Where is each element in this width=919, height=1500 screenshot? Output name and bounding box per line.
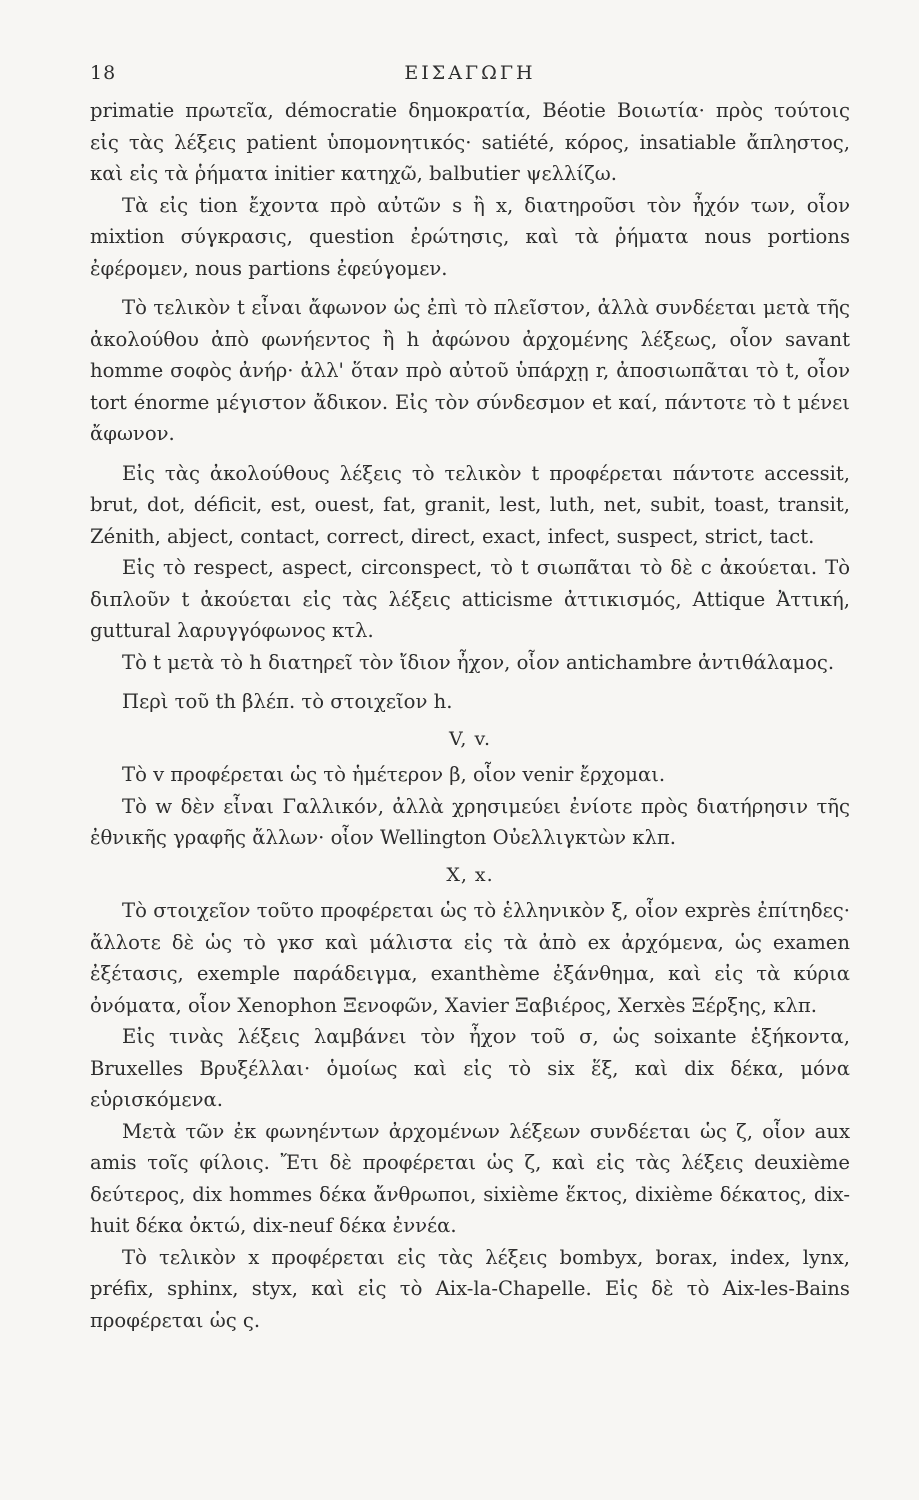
paragraph: primatie πρωτεῖα, démocratie δημοκρατία, Béotie Βοιωτία· πρὸς τούτοις εἰς τὰς λέξεις patient ὑπομονητικός· satiété, κόρος, insatiable ἄπληστος, καὶ εἰς τὰ ῥήματα initier κατηχῶ, balbutier ψελλίζω.: [90, 99, 850, 185]
paragraph: Τὸ t μετὰ τὸ h διατηρεῖ τὸν ἴδιον ἦχον, οἷον antichambre ἀντιθάλαμος.: [122, 650, 835, 674]
paragraph: Τὸ στοιχεῖον τοῦτο προφέρεται ὡς τὸ ἑλληνικὸν ξ, οἷον exprès ἐπίτηδες· ἄλλοτε δὲ ὡς τὸ γκσ καὶ μάλιστα εἰς τὰ ἀπὸ ex ἀρχόμενα, ὡς examen ἐξέτασις, exemple παράδειγμα, exanthème ἐξάνθημα, καὶ εἰς τὰ κύρια ὀνόματα, οἷον Xenophon Ξενοφῶν, Xavier Ξαβιέρος, Xerxès Ξέρξης, κλπ.: [90, 899, 850, 1017]
paragraph: Περὶ τοῦ th βλέπ. τὸ στοιχεῖον h.: [122, 690, 453, 713]
section-heading-v: V, v.: [449, 727, 491, 750]
paragraph: Τὸ τελικὸν x προφέρεται εἰς τὰς λέξεις bombyx, borax, index, lynx, préfix, sphinx, styx, καὶ εἰς τὸ Aix-la-Chapelle. Εἰς δὲ τὸ Aix-les-Bains προφέρεται ὡς ς.: [90, 1245, 850, 1332]
paragraph: Εἰς τὸ respect, aspect, circonspect, τὸ t σιωπᾶται τὸ δὲ c ἀκούεται. Τὸ διπλοῦν t ἀκούεται εἰς τὰς λέξεις atticisme ἀττικισμός, Attique Ἀττική, guttural λαρυγγόφωνος κτλ.: [90, 556, 850, 642]
paragraph: Εἰς τινὰς λέξεις λαμβάνει τὸν ἦχον τοῦ σ, ὡς soixante ἑξήκοντα, Bruxelles Βρυξέλλαι· ὁμοίως καὶ εἰς τὸ six ἕξ, καὶ dix δέκα, μόνα εὑρισκόμενα.: [90, 1025, 850, 1111]
page-number: 18: [90, 62, 117, 84]
section-heading-x: X, x.: [446, 863, 494, 886]
paragraph: Μετὰ τῶν ἐκ φωνηέντων ἀρχομένων λέξεων συνδέεται ὡς ζ, οἷον aux amis τοῖς φίλοις. Ἔτι δὲ προφέρεται ὡς ζ, καὶ εἰς τὰς λέξεις deuxième δεύτερος, dix hommes δέκα ἄνθρωποι, sixième ἕκτος, dixième δέκατος, dix-huit δέκα ὀκτώ, dix-neuf δέκα ἐννέα.: [90, 1119, 850, 1237]
body-text: [90, 95, 850, 1336]
paragraph: Τὸ w δὲν εἶναι Γαλλικόν, ἀλλὰ χρησιμεύει ἐνίοτε πρὸς διατήρησιν τῆς ἐθνικῆς γραφῆς ἄλλων· οἷον Wellington Οὐελλιγκτὼν κλπ.: [90, 794, 850, 849]
paragraph: Εἰς τὰς ἀκολούθους λέξεις τὸ τελικὸν t προφέρεται πάντοτε accessit, brut, dot, déficit, est, ouest, fat, granit, lest, luth, net, subit, toast, transit, Zénith, abject, contact, correct, direct, exact, infect, suspect, strict, tact.: [90, 461, 850, 548]
page-header: [90, 62, 850, 90]
paragraph: Τὰ εἰς tion ἔχοντα πρὸ αὐτῶν s ἢ x, διατηροῦσι τὸν ἦχόν των, οἷον mixtion σύγκρασις, question ἐρώτησις, καὶ τὰ ῥήματα nous portions ἐφέρομεν, nous partions ἐφεύγομεν.: [90, 193, 850, 280]
running-title: ΕΙΣΑΓΩΓΗ: [404, 62, 536, 84]
paragraph: Τὸ τελικὸν t εἶναι ἄφωνον ὡς ἐπὶ τὸ πλεῖστον, ἀλλὰ συνδέεται μετὰ τῆς ἀκολούθου ἀπὸ φωνήεντος ἢ h ἀφώνου ἀρχομένης λέξεως, οἷον savant homme σοφὸς ἀνήρ· ἀλλ' ὅταν πρὸ αὐτοῦ ὑπάρχῃ r, ἀποσιωπᾶται τὸ t, οἷον tort énorme μέγιστον ἄδικον. Εἰς τὸν σύνδεσμον et καί, πάντοτε τὸ t μένει ἄφωνον.: [90, 296, 850, 445]
paragraph: Τὸ v προφέρεται ὡς τὸ ἡμέτερον β, οἷον venir ἔρχομαι.: [122, 763, 666, 786]
